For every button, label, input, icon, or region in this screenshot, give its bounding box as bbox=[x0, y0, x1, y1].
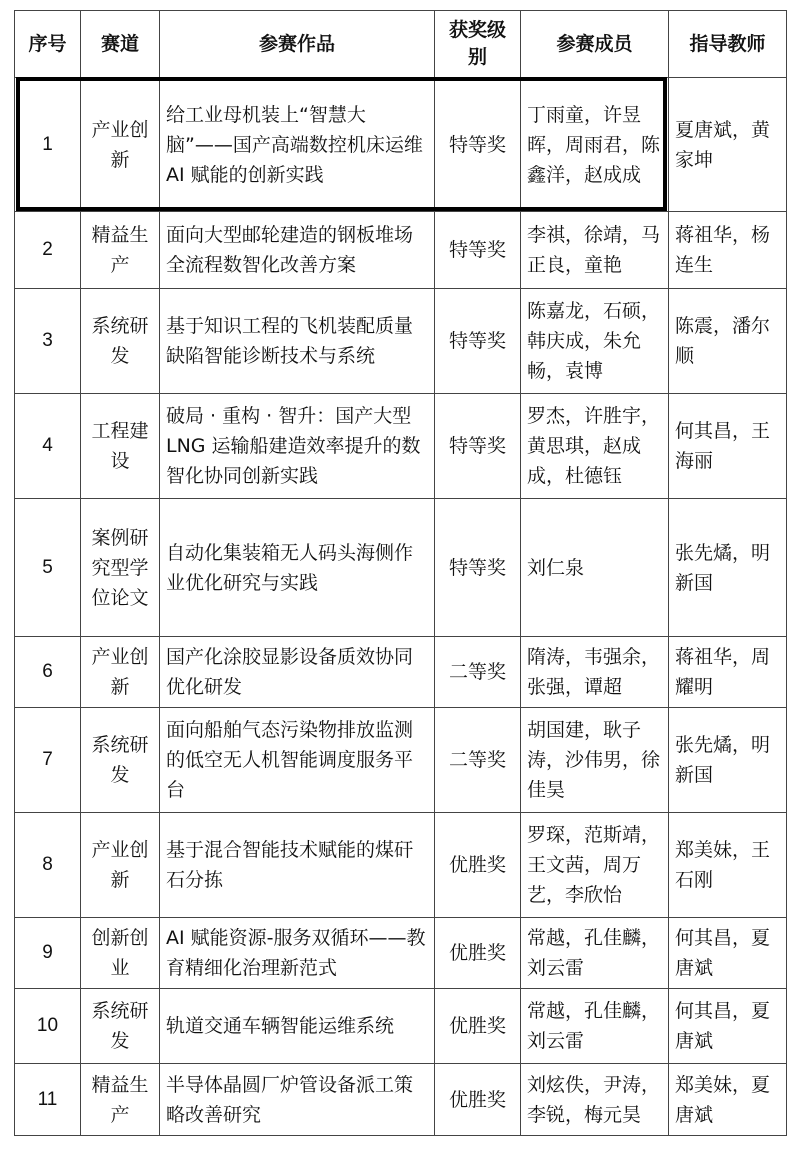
cell-level: 特等奖 bbox=[435, 394, 521, 499]
cell-no: 2 bbox=[15, 212, 81, 289]
cell-no: 4 bbox=[15, 394, 81, 499]
cell-work: 面向大型邮轮建造的钢板堆场全流程数智化改善方案 bbox=[160, 212, 435, 289]
cell-members: 常越，孔佳麟，刘云雷 bbox=[521, 918, 669, 989]
cell-track: 工程建设 bbox=[81, 394, 160, 499]
cell-no: 9 bbox=[15, 918, 81, 989]
cell-no: 7 bbox=[15, 708, 81, 813]
cell-level: 特等奖 bbox=[435, 212, 521, 289]
cell-members: 刘炫佚，尹涛，李锐，梅元昊 bbox=[521, 1064, 669, 1136]
cell-work: AI 赋能资源-服务双循环——教育精细化治理新范式 bbox=[160, 918, 435, 989]
header-teacher: 指导教师 bbox=[669, 11, 787, 78]
cell-work: 给工业母机装上“智慧大脑”——国产高端数控机床运维AI 赋能的创新实践 bbox=[160, 78, 435, 212]
cell-members: 刘仁泉 bbox=[521, 499, 669, 637]
cell-members: 罗琛，范斯靖，王文茜，周万艺，李欣怡 bbox=[521, 813, 669, 918]
cell-level: 特等奖 bbox=[435, 499, 521, 637]
cell-work: 面向船舶气态污染物排放监测的低空无人机智能调度服务平台 bbox=[160, 708, 435, 813]
header-track: 赛道 bbox=[81, 11, 160, 78]
cell-level: 二等奖 bbox=[435, 637, 521, 708]
table-row bbox=[15, 78, 787, 212]
table-row bbox=[15, 989, 787, 1064]
cell-level: 优胜奖 bbox=[435, 989, 521, 1064]
cell-teacher: 蒋祖华，周耀明 bbox=[669, 637, 787, 708]
cell-track: 创新创业 bbox=[81, 918, 160, 989]
cell-work: 基于知识工程的飞机装配质量缺陷智能诊断技术与系统 bbox=[160, 289, 435, 394]
cell-work: 自动化集装箱无人码头海侧作业优化研究与实践 bbox=[160, 499, 435, 637]
cell-work: 国产化涂胶显影设备质效协同优化研发 bbox=[160, 637, 435, 708]
cell-members: 陈嘉龙，石硕，韩庆成，朱允畅，袁博 bbox=[521, 289, 669, 394]
table-row bbox=[15, 708, 787, 813]
cell-no: 5 bbox=[15, 499, 81, 637]
cell-no: 3 bbox=[15, 289, 81, 394]
cell-work: 基于混合智能技术赋能的煤矸石分拣 bbox=[160, 813, 435, 918]
cell-track: 案例研究型学位论文 bbox=[81, 499, 160, 637]
cell-members: 李祺，徐靖，马正良，童艳 bbox=[521, 212, 669, 289]
table-row bbox=[15, 918, 787, 989]
cell-teacher: 蒋祖华，杨连生 bbox=[669, 212, 787, 289]
header-work: 参赛作品 bbox=[160, 11, 435, 78]
table-row bbox=[15, 499, 787, 637]
cell-level: 特等奖 bbox=[435, 289, 521, 394]
cell-track: 系统研发 bbox=[81, 708, 160, 813]
cell-members: 罗杰，许胜宇，黄思琪，赵成成，杜德钰 bbox=[521, 394, 669, 499]
cell-teacher: 何其昌，王海丽 bbox=[669, 394, 787, 499]
cell-members: 丁雨童，许昱晖，周雨君，陈鑫洋，赵成成 bbox=[521, 78, 669, 212]
cell-no: 6 bbox=[15, 637, 81, 708]
table-row bbox=[15, 289, 787, 394]
cell-no: 8 bbox=[15, 813, 81, 918]
cell-members: 常越，孔佳麟，刘云雷 bbox=[521, 989, 669, 1064]
table-row bbox=[15, 813, 787, 918]
cell-teacher: 郑美妹，王石刚 bbox=[669, 813, 787, 918]
awards-table bbox=[14, 10, 787, 1136]
header-level: 获奖级别 bbox=[435, 11, 521, 78]
cell-track: 系统研发 bbox=[81, 289, 160, 394]
cell-members: 胡国建，耿子涛，沙伟男，徐佳昊 bbox=[521, 708, 669, 813]
cell-teacher: 夏唐斌，黄家坤 bbox=[669, 78, 787, 212]
cell-work: 轨道交通车辆智能运维系统 bbox=[160, 989, 435, 1064]
cell-members: 隋涛，韦强余，张强，谭超 bbox=[521, 637, 669, 708]
cell-no: 10 bbox=[15, 989, 81, 1064]
cell-level: 特等奖 bbox=[435, 78, 521, 212]
cell-teacher: 张先燏，明新国 bbox=[669, 708, 787, 813]
cell-work: 半导体晶圆厂炉管设备派工策略改善研究 bbox=[160, 1064, 435, 1136]
header-no: 序号 bbox=[15, 11, 81, 78]
cell-teacher: 张先燏，明新国 bbox=[669, 499, 787, 637]
table-row bbox=[15, 1064, 787, 1136]
cell-track: 系统研发 bbox=[81, 989, 160, 1064]
cell-teacher: 何其昌，夏唐斌 bbox=[669, 918, 787, 989]
cell-level: 优胜奖 bbox=[435, 813, 521, 918]
cell-track: 产业创新 bbox=[81, 78, 160, 212]
cell-track: 精益生产 bbox=[81, 1064, 160, 1136]
cell-level: 二等奖 bbox=[435, 708, 521, 813]
table-row bbox=[15, 394, 787, 499]
cell-teacher: 郑美妹，夏唐斌 bbox=[669, 1064, 787, 1136]
cell-level: 优胜奖 bbox=[435, 918, 521, 989]
cell-no: 11 bbox=[15, 1064, 81, 1136]
cell-level: 优胜奖 bbox=[435, 1064, 521, 1136]
table-row bbox=[15, 637, 787, 708]
cell-track: 产业创新 bbox=[81, 637, 160, 708]
cell-teacher: 何其昌，夏唐斌 bbox=[669, 989, 787, 1064]
cell-track: 产业创新 bbox=[81, 813, 160, 918]
cell-track: 精益生产 bbox=[81, 212, 160, 289]
cell-work: 破局 · 重构 · 智升：国产大型 LNG 运输船建造效率提升的数智化协同创新实践 bbox=[160, 394, 435, 499]
cell-no: 1 bbox=[15, 78, 81, 212]
cell-teacher: 陈震，潘尔顺 bbox=[669, 289, 787, 394]
header-row bbox=[15, 11, 787, 78]
table-row bbox=[15, 212, 787, 289]
header-members: 参赛成员 bbox=[521, 11, 669, 78]
